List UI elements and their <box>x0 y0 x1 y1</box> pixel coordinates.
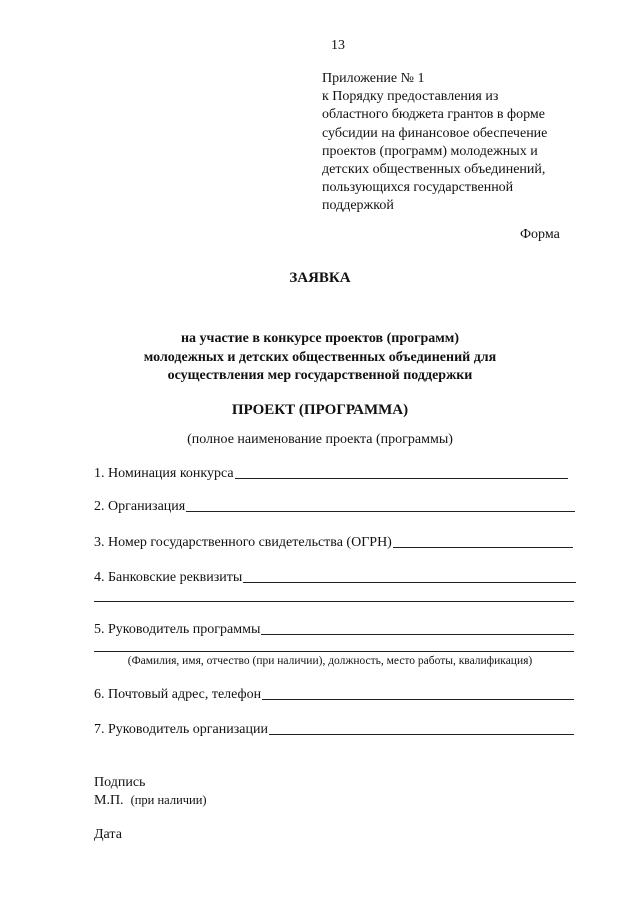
field-postal-address <box>94 687 574 703</box>
field-ogrn <box>94 535 573 551</box>
project-name-note: (полное наименование проекта (программы) <box>187 432 453 447</box>
appendix-line: поддержкой <box>322 198 394 214</box>
appendix-line: пользующихся государственной <box>322 180 514 196</box>
signature-label: Подпись <box>94 775 146 790</box>
appendix-line: проектов (программ) молодежных и <box>322 143 538 159</box>
subtitle-line: молодежных и детских общественных объединений для <box>143 349 497 365</box>
fill-line[interactable] <box>261 634 574 635</box>
project-heading: ПРОЕКТ (ПРОГРАММА) <box>231 402 409 418</box>
field-label: 1. Номинация конкурса <box>94 466 234 481</box>
bank-details-extra-line[interactable] <box>94 601 574 602</box>
appendix-block <box>322 70 622 216</box>
stamp-line <box>94 793 207 809</box>
fill-line[interactable] <box>186 511 575 512</box>
program-leader-extra-line[interactable] <box>94 651 574 652</box>
stamp-note: (при наличии) <box>130 793 207 807</box>
field-label: 5. Руководитель программы <box>94 622 261 637</box>
field-bank-details <box>94 570 576 586</box>
fill-line[interactable] <box>235 478 568 479</box>
fill-line[interactable] <box>269 734 574 735</box>
document-subtitle <box>0 330 640 386</box>
appendix-line: к Порядку предоставления из <box>322 89 499 105</box>
form-label: Форма <box>520 227 560 242</box>
subtitle-line: осуществления мер государственной поддержки <box>167 368 473 383</box>
date-label: Дата <box>94 827 122 842</box>
subtitle-line: на участие в конкурсе проектов (программ) <box>180 331 460 346</box>
appendix-line: субсидии на финансовое обеспечение <box>322 125 548 141</box>
field-organization <box>94 499 575 515</box>
field-label: 2. Организация <box>94 499 186 514</box>
field-label: 7. Руководитель организации <box>94 722 268 737</box>
appendix-line: детских общественных объединений, <box>322 162 546 178</box>
fill-line[interactable] <box>393 547 573 548</box>
appendix-line: Приложение № 1 <box>322 71 425 86</box>
page-number: 13 <box>331 38 345 53</box>
field-label: 3. Номер государственного свидетельства (ОГРН) <box>94 535 392 550</box>
fill-line[interactable] <box>262 699 574 700</box>
field-program-leader <box>94 622 574 638</box>
field-org-head <box>94 722 574 738</box>
field-label: 4. Банковские реквизиты <box>94 570 243 585</box>
document-title: ЗАЯВКА <box>289 270 351 286</box>
field-label: 6. Почтовый адрес, телефон <box>94 687 262 702</box>
appendix-line: областного бюджета грантов в форме <box>322 107 545 123</box>
fill-line[interactable] <box>243 582 576 583</box>
leader-details-note: (Фамилия, имя, отчество (при наличии), должность, место работы, квалификация) <box>127 655 533 667</box>
stamp-label: М.П. <box>94 793 124 808</box>
field-nomination <box>94 466 568 482</box>
